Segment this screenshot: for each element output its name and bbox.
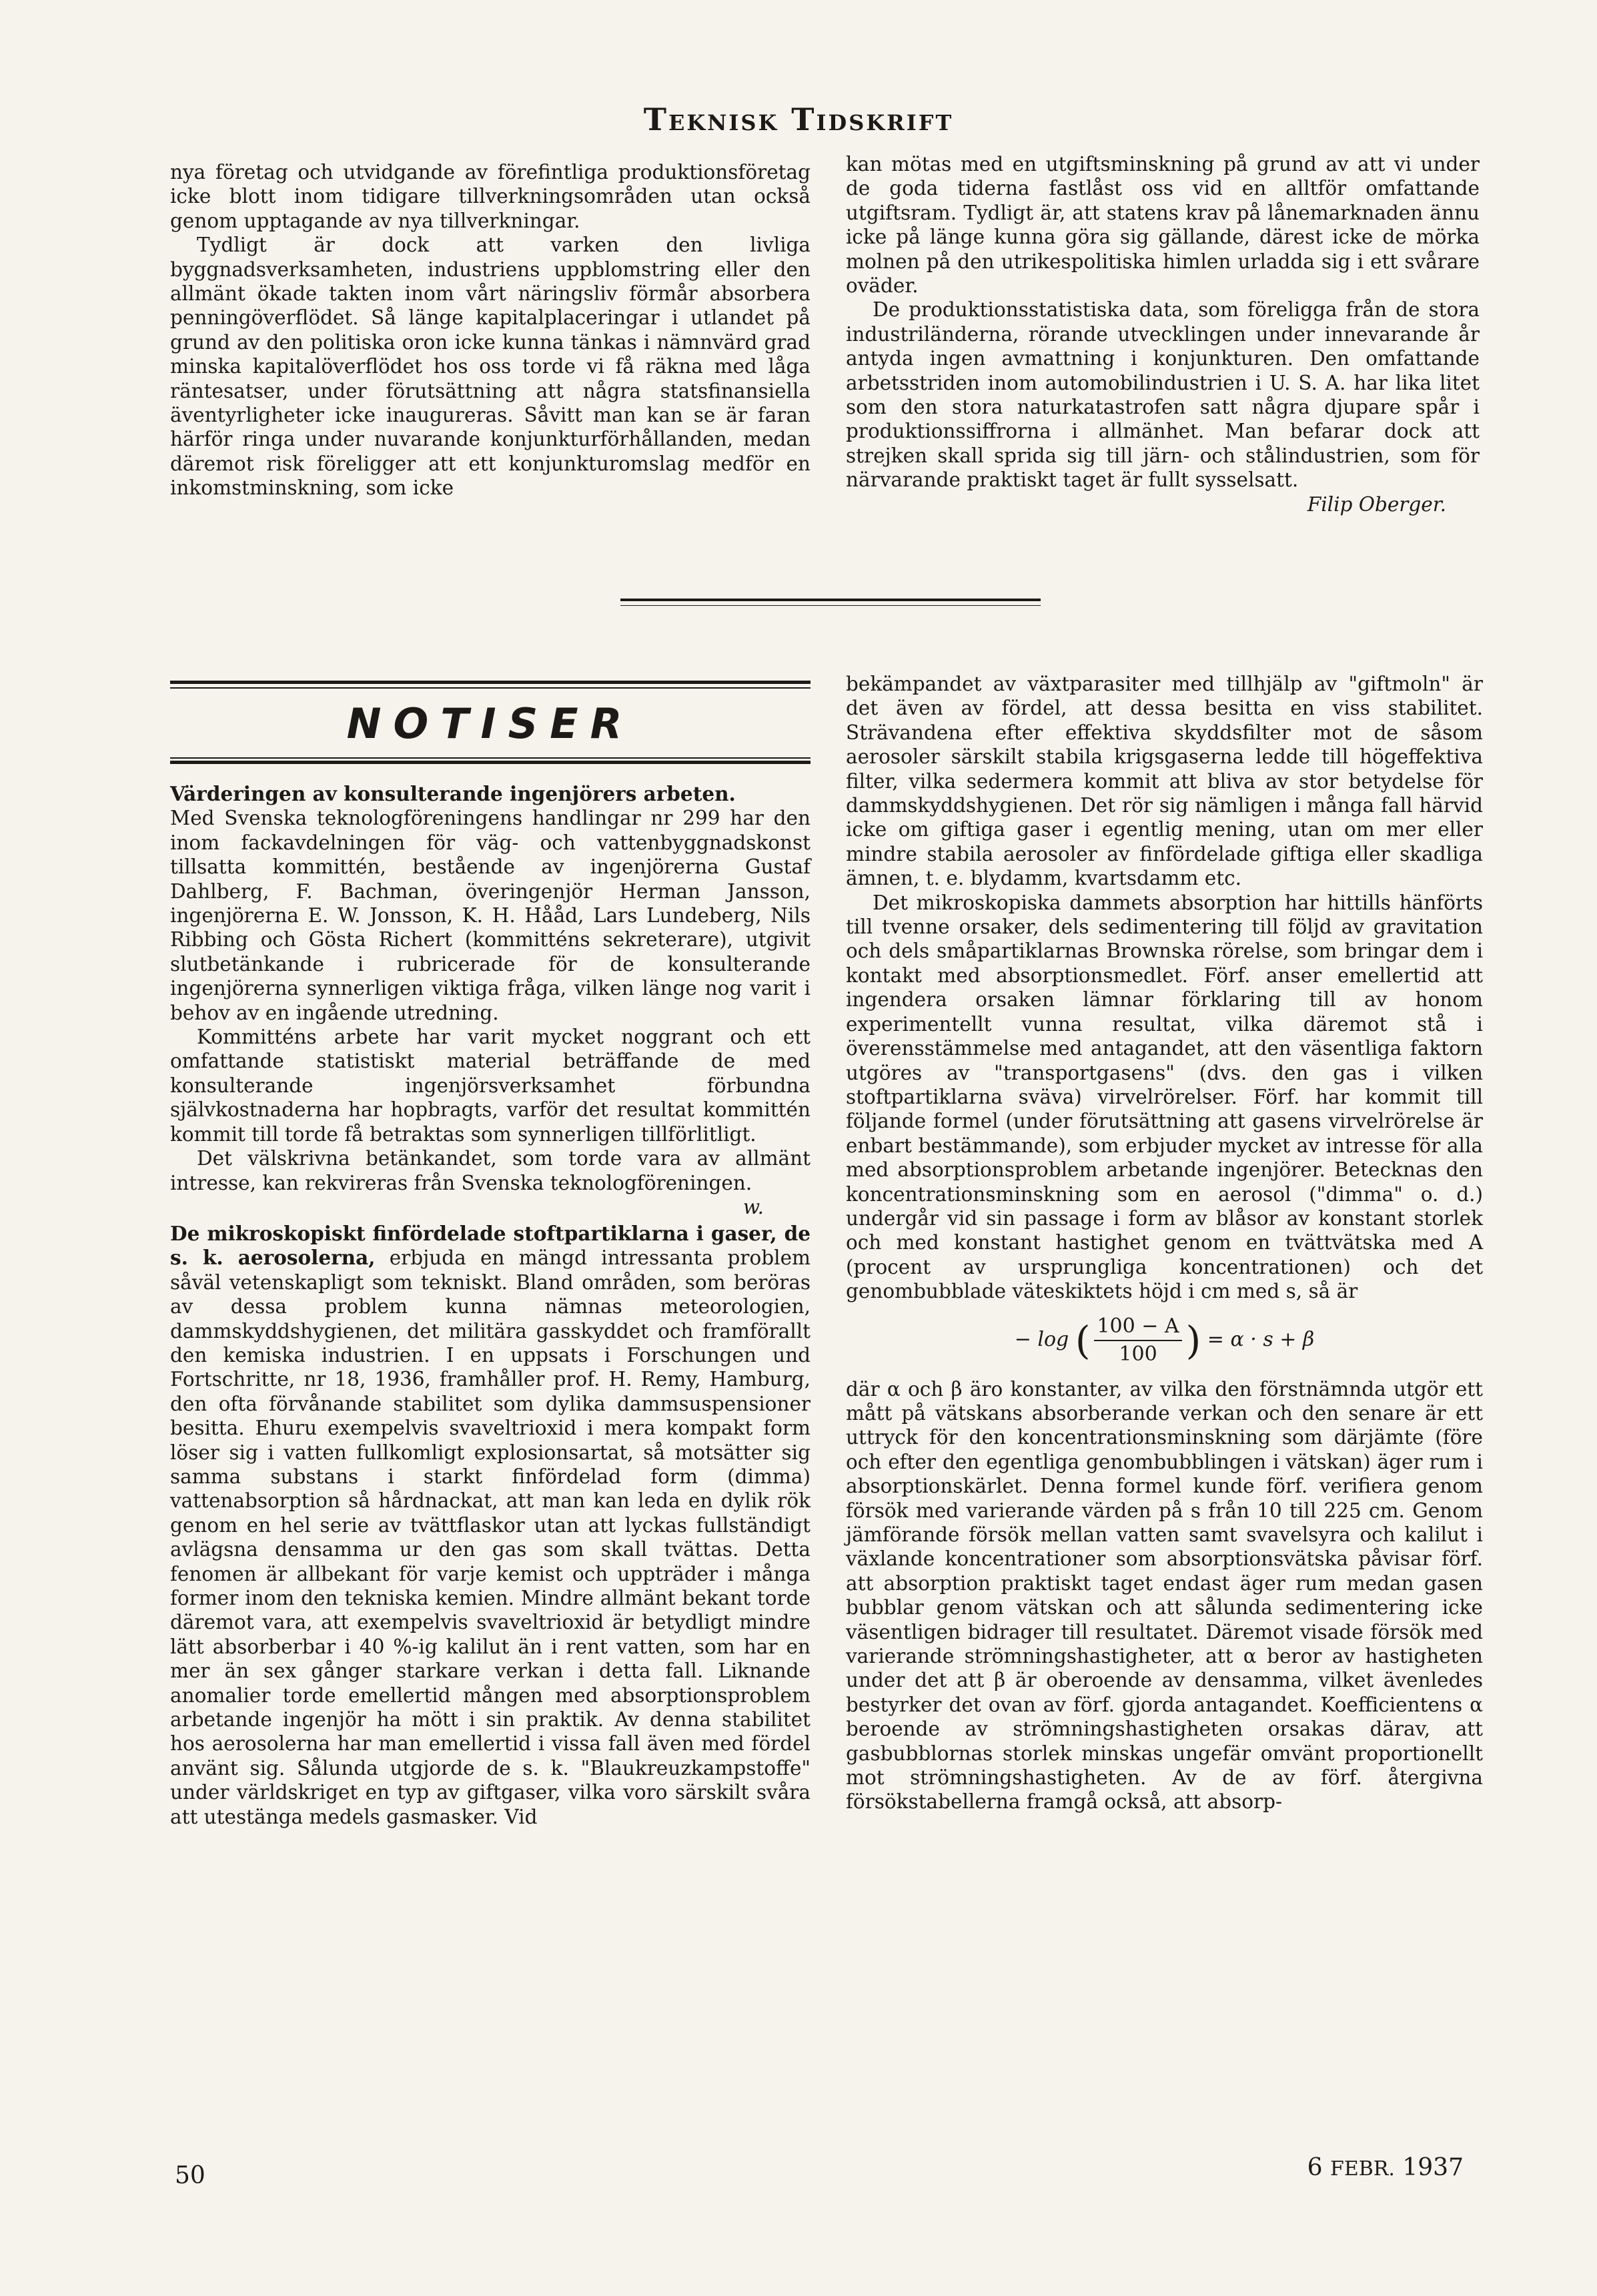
article1-body-1: Med Svenska teknologföreningens handlingar nr 299 har den inom fackavdelningen för väg- och vattenbyggnadskonst tillsatta kommittén, bestående av ingenjörerna Gustaf Dahlberg, F. Bachman, överingenjör Herman Jansson, ingenjörerna E. W. Jonsson, K. H. Hååd, Lars Lundeberg, Nils Ribbing och Gösta Richert (kommitténs sekreterare), utgivit slutbetänkande i rubricerade för de konsulterande ingenjörerna synnerligen viktiga fråga, vilken länge nog varit i behov av en ingående utredning. [170,807,811,1024]
top-right-paragraph-2: De produktionsstatistiska data, som föreligga från de stora industriländerna, rörande utvecklingen under innevarande år antyda ingen avmattning i konjunkturen. Den omfattande arbetsstriden inom automobilindustrien i U. S. A. har lika litet som den stora naturkatastrofen satt några djupare spår i produktionssiffrorna i allmänhet. Man befarar dock att strejken skall sprida sig till järn- och stålindustrien, som för närvarande praktiskt taget är fullt sysselsatt. [846,298,1480,492]
notiser-rule-bottom-thick [170,761,811,764]
formula-denominator: 100 [1119,1342,1157,1366]
article2-heading: De mikroskopiskt finfördelade stoftpartiklarna i gaser, de s. k. aerosolerna, [170,1221,811,1270]
article1-body-3: Det välskrivna betänkandet, som torde vara av allmänt intresse, kan rekvireras från Svenska teknologföreningen. [170,1147,811,1194]
article1-signature: w. [742,1195,764,1218]
article2-right-paragraph-2: Det mikroskopiska dammets absorption har hittills hänförts till tvenne orsaker, dels sedimentering till följd av gravitation och dels småpartiklarnas Brownska rörelse, som bringar dem i kontakt med absorptionsmedlet. Förf. anser emellertid att ingendera orsaken lämnar förklaring till av honom experimentellt vunna resultat, vilka däremot stå i överensstämmelse med antagandet, att den väsentliga faktorn utgöres av "transportgasens" (dvs. den gas i vilken stoftpartiklarna sväva) virvelrörelser. Förf. har kommit till följande formel (under förutsättning att gasens virvelrörelse är enbart bestämmande), som erbjuder mycket av intresse för alla med absorptionsproblem arbetande ingenjörer. Betecknas den koncentrationsminskning som en aerosol ("dimma" o. d.) undergår vid sin passage i form av blåsor av konstant storlek och med konstant hastighet genom en tvättvätska med A (procent av ursprungliga koncentrationen) och det genombubblade väteskiktets höjd i cm med s, så är [846,891,1483,1303]
top-left-paragraph-1: nya företag och utvidgande av förefintliga produktionsföretag icke blott inom tidigare tillverkningsområden utan också genom upptagande av nya tillverkningar. [170,161,811,232]
section-divider-thin [620,605,1041,606]
article2-body-1: erbjuda en mängd intressanta problem såväl vetenskapligt som tekniskt. Bland områden, som beröras av dessa problem kunna nämnas meteorologien, dammskyddshygienen, det militära gasskyddet och framförallt den kemiska industrien. I en uppsats i Forschungen und Fortschritte, nr 18, 1936, framhåller prof. H. Remy, Hamburg, den ofta förvånande stabilitet som dylika dammsuspensioner besitta. Ehuru exempelvis svaveltrioxid i mera kompakt form löser sig i vatten fullkomligt explosionsartat, så motsätter sig samma substans i starkt finfördelad form (dimma) vattenabsorption så hårdnackat, att man kan leda en dylik rök genom en hel serie av tvättflaskor utan att lyckas fullständigt avlägsna densamma ur den gas som skall tvättas. Detta fenomen är allbekant för varje kemist och uppträder i många former inom den tekniska kemien. Mindre allmänt bekant torde däremot vara, att exempelvis svaveltrioxid är betydligt mindre lätt absorberbar i 40 %-ig kalilut än i rent vatten, som har en mer än sex gånger starkare verkan i detta fall. Liknande anomalier torde emellertid mången med absorptionsproblem arbetande ingenjör ha mött i sin praktik. Av denna stabilitet hos aerosolerna har man emellertid i vissa fall även med fördel använt sig. Sålunda utgjorde de s. k. "Blaukreuzkampstoffe" under världskriget en typ av giftgaser, vilka voro särskilt svåra att utestänga medels gasmasker. Vid [170,1246,811,1828]
issue-date-month: FEBR. [1330,2157,1395,2181]
page-number: 50 [175,2162,205,2189]
formula-left-paren: ( [1075,1317,1091,1363]
notiser-title: NOTISER [346,699,634,748]
issue-date-day: 6 [1307,2154,1323,2181]
article2-paragraph-1 [170,1222,811,1829]
top-signature: Filip Oberger. [1307,492,1446,516]
article1-paragraph-2: Kommitténs arbete har varit mycket noggrant och ett omfattande statistiskt material beträffande de med konsulterande ingenjörsverksamhet förbundna självkostnaderna har hopbragts, varför det resultat kommittén kommit till torde få betraktas som synnerligen tillförlitligt. [170,1026,811,1146]
formula-fraction [1094,1313,1181,1368]
notiser-rule-top-thin [170,687,811,689]
article1-paragraph-1 [170,782,811,1025]
formula-right-paren: ) [1185,1317,1201,1363]
journal-header: Teknisk Tidskrift [643,101,954,137]
top-right-paragraph-1: kan mötas med en utgiftsminskning på grund av att vi under de goda tiderna fastlåst oss vid en alltför omfattande utgiftsram. Tydligt är, att statens krav på lånemarknaden ännu icke på länge kunna göra sig gällande, därest icke de mörka molnen på den utrikespolitiska himlen urladda sig i ett svårare oväder. [846,153,1480,298]
article2-right-paragraph-3: där α och β äro konstanter, av vilka den förstnämnda utgör ett mått på vätskans absorberande verkan och den senare är ett uttryck för den koncentrationsminskning som därjämte (före och efter den egentliga genombubblingen i vätskan) äger rum i absorptionskärlet. Denna formel kunde förf. verifiera genom försök med varierande värden på s från 10 till 225 cm. Genom jämförande försök mellan vatten samt svavelsyra och kalilut i växlande koncentrationer som absorptionsvätska påvisar förf. att absorption praktiskt taget endast äger rum medan gasen bubblar genom vätskan och att sålunda sedimentering icke väsentligen bidrager till resultatet. Däremot visade försök med varierande strömningshastigheter, att α beror av hastigheten under det att β är oberoende av densamma, vilket ävenledes bestyrker det ovan av förf. gjorda antagandet. Koefficientens α beroende av strömningshastigheten orsakas därav, att gasbubblornas storlek minskas ungefär omvänt proportionellt mot strömningshastigheten. Av de av förf. återgivna försökstabellerna framgå också, att absorp- [846,1377,1483,1814]
article1-paragraph-3 [170,1146,811,1218]
notiser-rule-top-thick [170,681,811,684]
notiser-heading-box [170,681,811,767]
issue-date [1307,2154,1464,2181]
formula-prefix: − log [1014,1327,1069,1351]
issue-date-year: 1937 [1402,2154,1464,2181]
top-right-column [846,152,1480,516]
top-left-paragraph-2: Tydligt är dock att varken den livliga byggnadsverksamheten, industriens uppblomstring eller den allmänt ökade takten inom vårt näringsliv förmår absorbera penningöverflödet. Så länge kapitalplaceringar i utlandet på grund av den politiska oron icke kunna tänkas i nämnvärd grad minska kapitalöverflödet hos oss torde vi få räkna med låga räntesatser, under förutsättning att några statsfinansiella äventyrligheter icke inaugureras. Såvitt man kan se är faran härför ringa under nuvarande konjunkturförhållanden, medan däremot risk föreligger att ett konjunkturomslag medför en inkomstminskning, som icke [170,234,811,500]
top-left-column [170,160,811,500]
article2-right-paragraph-1: bekämpandet av växtparasiter med tillhjälp av "giftmoln" är det även av fördel, att dessa besitta en viss stabilitet. Strävandena efter effektiva skyddsfilter mot de såsom aerosoler särskilt stabila krigsgaserna ledde till högeffektiva filter, vilka sedermera kommit att bliva av stor betydelse för dammskyddshygienen. Det rör sig nämligen i många fall härvid icke om giftiga gaser i egentlig mening, utan om mer eller mindre stabila aerosoler av finfördelade giftiga eller skadliga ämnen, t. e. blydamm, kvartsdamm etc. [846,673,1483,890]
absorption-formula [846,1313,1483,1368]
article1-heading: Värderingen av konsulterande ingenjörers arbeten. [170,782,736,805]
formula-numerator: 100 − A [1094,1313,1181,1341]
notiser-left-column [170,782,811,1829]
section-divider-thick [620,599,1041,601]
formula-rhs: = α · s + β [1207,1327,1315,1351]
notiser-right-column [846,672,1483,1814]
notiser-rule-bottom-thin [170,757,811,759]
